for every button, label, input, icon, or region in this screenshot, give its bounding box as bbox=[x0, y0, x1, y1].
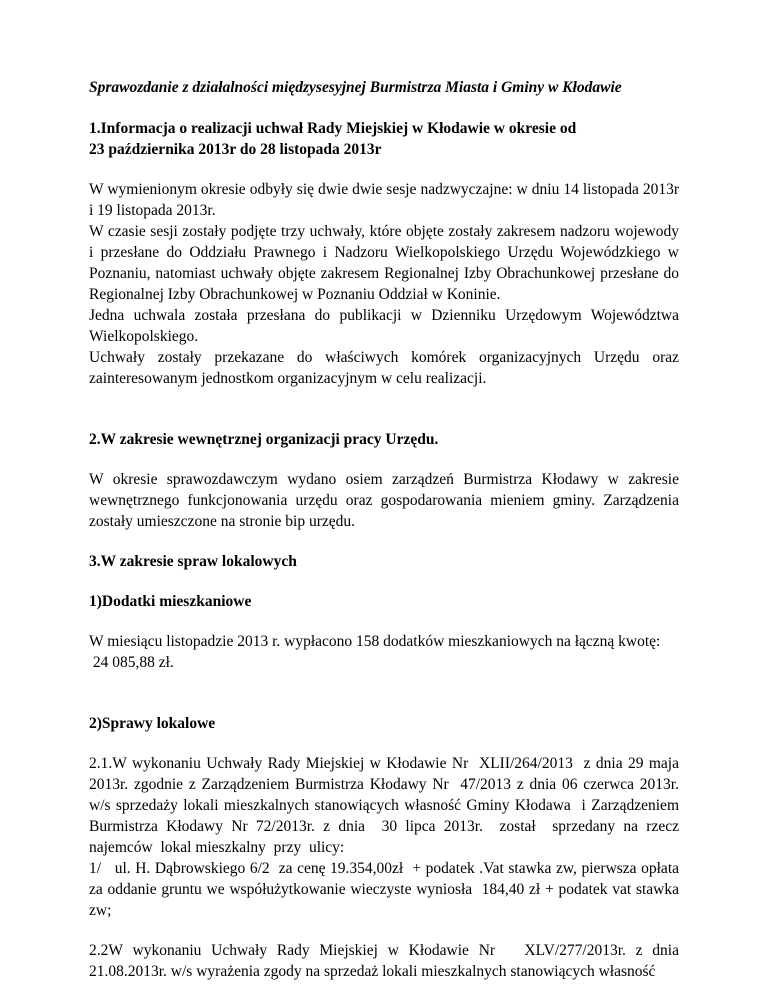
premises-item: 1/ ul. H. Dąbrowskiego 6/2 za cenę 19.354,00zł + podatek .Vat stawka zw, pierwsza opłata za oddanie gruntu we współużytkowanie wieczyste wyniosła 184,40 zł + podatek vat stawka zw; bbox=[89, 860, 683, 919]
housing-allowances-text bbox=[89, 631, 679, 673]
section-2-paragraph: W okresie sprawozdawczym wydano osiem zarządzeń Burmistrza Kłodawy w zakresie wewnętrznego funkcjonowania urzędu oraz gospodarowania mieniem gminy. Zarządzenia zostały umieszczone na stronie bip urzędu. bbox=[89, 471, 679, 530]
housing-allowances-amount: 24 085,88 zł. bbox=[89, 654, 174, 671]
premises-paragraph: 2.1.W wykonaniu Uchwały Rady Miejskiej w Kłodawie Nr XLII/264/2013 z dnia 29 maja 2013r. zgodnie z Zarządzeniem Burmistrza Kłodawy Nr 47/2013 z dnia 06 czerwca 2013r. w/s sprzedaży lokali mieszkalnych stanowiących własność Gminy Kłodawa i Zarządzeniem Burmistrza Kłodawy Nr 72/2013r. z dnia 30 lipca 2013r. został sprzedany na rzecz najemców lokal mieszkalny przy ulicy: bbox=[89, 755, 683, 856]
subsection-premises-heading: 2)Sprawy lokalowe bbox=[89, 715, 216, 732]
section-1-paragraph: W wymienionym okresie odbyły się dwie dwie sesje nadzwyczajne: w dniu 14 listopada 2013r i 19 listopada 2013r. bbox=[89, 181, 679, 219]
section-1-heading-line-2: 23 października 2013r do 28 listopada 2013r bbox=[89, 141, 382, 158]
document-title: Sprawozdanie z działalności międzysesyjnej Burmistrza Miasta i Gminy w Kłodawie bbox=[89, 79, 622, 96]
section-1-paragraph: Jedna uchwala została przesłana do publikacji w Dzienniku Urzędowym Województwa Wielkopolskiego. bbox=[89, 307, 679, 345]
section-1-paragraph: W czasie sesji zostały podjęte trzy uchwały, które objęte zostały zakresem nadzoru wojewody i przesłane do Oddziału Prawnego i Nadzoru Wielkopolskiego Urzędu Wojewódzkiego w Poznaniu, natomiast uchwały objęte zakresem Regionalnej Izby Obrachunkowej przesłane do Regionalnej Izby Obrachunkowej w Poznaniu Oddział w Koninie. bbox=[89, 223, 679, 303]
section-1-paragraph: Uchwały zostały przekazane do właściwych komórek organizacyjnych Urzędu oraz zainteresowanym jednostkom organizacyjnym w celu realizacji. bbox=[89, 349, 679, 387]
section-1 bbox=[89, 118, 679, 389]
section-2 bbox=[89, 429, 679, 532]
premises-paragraph: 2.2W wykonaniu Uchwały Rady Miejskiej w Kłodawie Nr XLV/277/2013r. z dnia 21.08.2013r. w/s wyrażenia zgody na sprzedaż lokali mieszkalnych stanowiących własność bbox=[89, 942, 683, 980]
subsection-housing-allowances-heading: 1)Dodatki mieszkaniowe bbox=[89, 593, 252, 610]
section-2-heading: 2.W zakresie wewnętrznej organizacji pracy Urzędu. bbox=[89, 431, 439, 448]
document-page bbox=[89, 77, 683, 982]
section-1-heading bbox=[89, 118, 679, 160]
section-3 bbox=[89, 551, 683, 982]
section-1-heading-line-1: 1.Informacja o realizacji uchwał Rady Miejskiej w Kłodawie w okresie od bbox=[89, 120, 577, 137]
housing-allowances-line-1: W miesiącu listopadzie 2013 r. wypłacono 158 dodatków mieszkaniowych na łączną kwotę: bbox=[89, 633, 661, 650]
section-3-heading: 3.W zakresie spraw lokalowych bbox=[89, 553, 297, 570]
